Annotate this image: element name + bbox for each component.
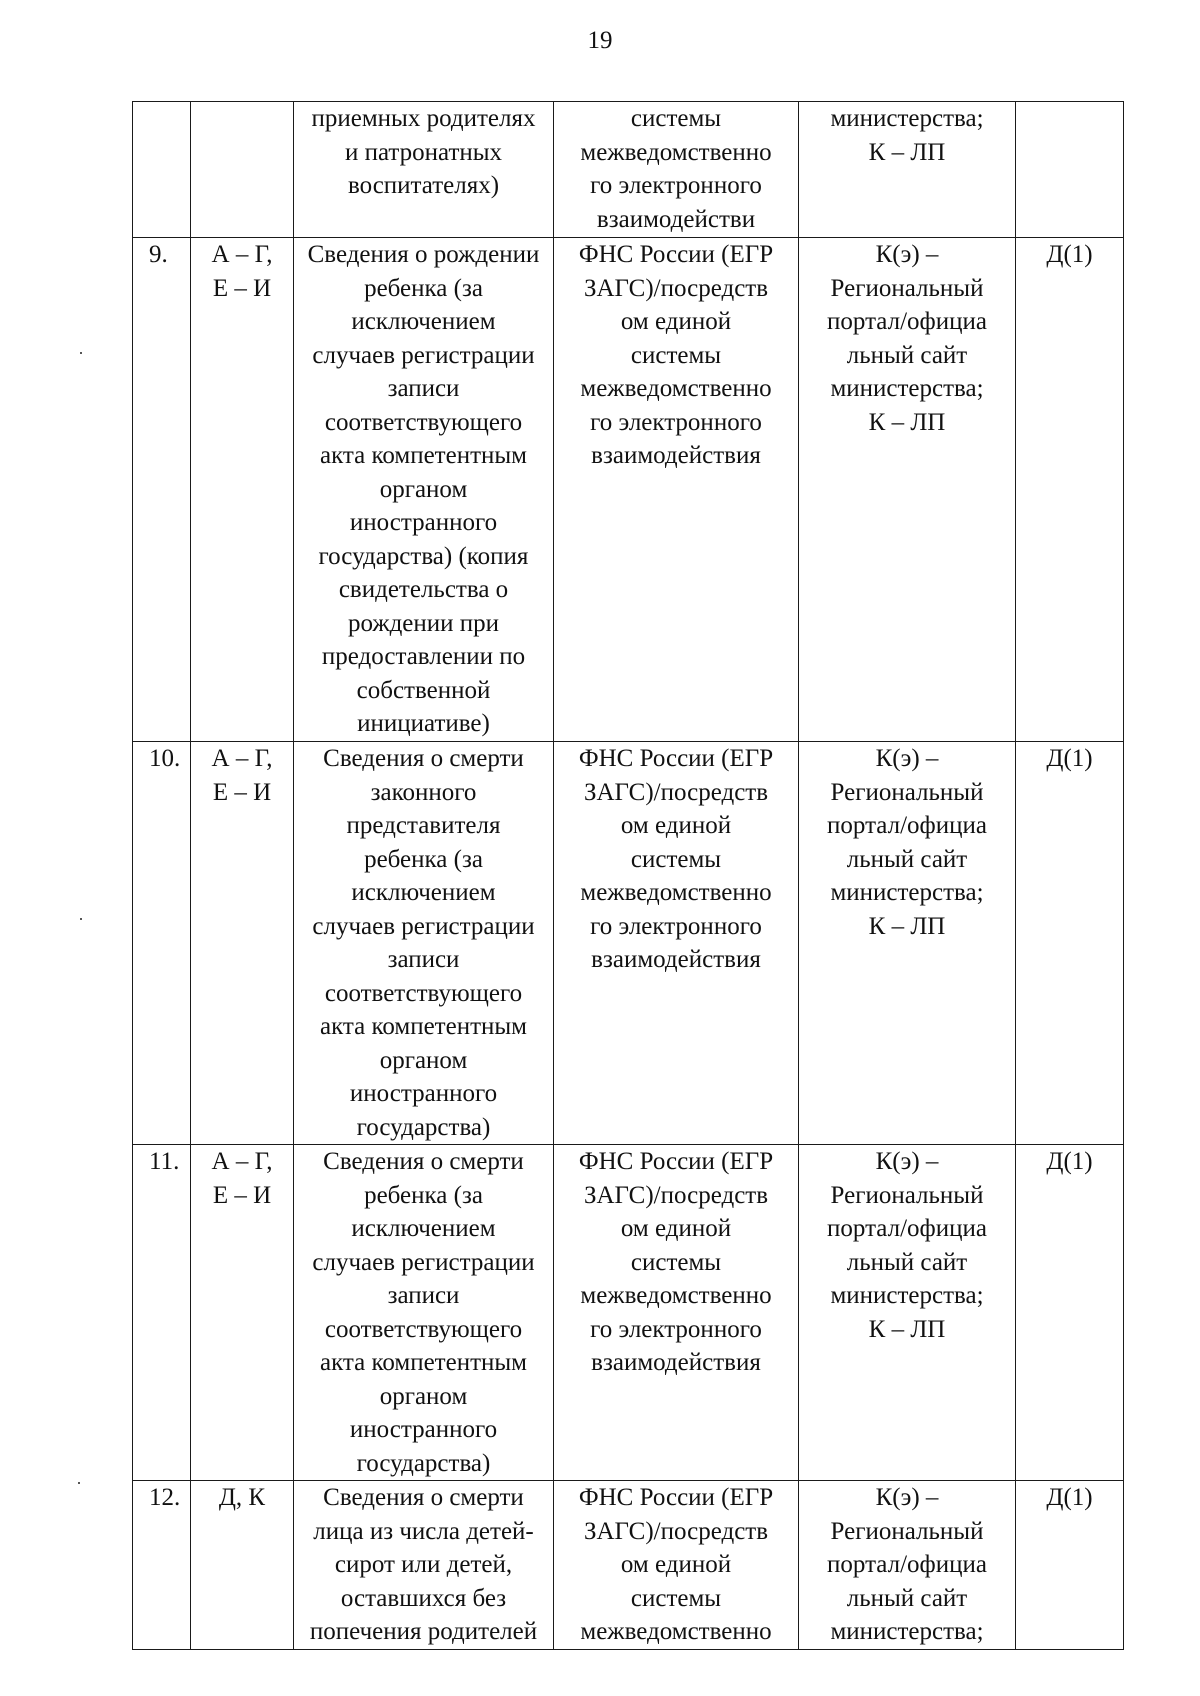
submission-method-cell: К(э) – Региональный портал/официа льный сайт министерства; (799, 1481, 1016, 1650)
table-row (133, 742, 1124, 1145)
document-source-cell: ФНС России (ЕГР ЗАГС)/посредств ом единой системы межведомственно го электронного взаимодействия (554, 1145, 799, 1481)
row-number-cell: 11. (133, 1145, 191, 1481)
scan-speck (80, 918, 82, 920)
document-type-cell: Д(1) (1016, 238, 1124, 742)
table-row (133, 1481, 1124, 1650)
document-info-cell: приемных родителях и патронатных воспитателях) (294, 102, 554, 238)
document-source-cell: ФНС России (ЕГР ЗАГС)/посредств ом единой системы межведомственно го электронного взаимодействия (554, 238, 799, 742)
applicant-codes-cell: А – Г, Е – И (191, 742, 294, 1145)
document-info-cell: Сведения о смерти ребенка (за исключением случаев регистрации записи соответствующего акта компетентным органом иностранного государства) (294, 1145, 554, 1481)
row-number-cell: 9. (133, 238, 191, 742)
applicant-codes-cell: А – Г, Е – И (191, 1145, 294, 1481)
table-row (133, 1145, 1124, 1481)
document-type-cell: Д(1) (1016, 742, 1124, 1145)
scan-speck (78, 1482, 80, 1484)
submission-method-cell: министерства; К – ЛП (799, 102, 1016, 238)
applicant-codes-cell: А – Г, Е – И (191, 238, 294, 742)
submission-method-cell: К(э) – Региональный портал/официа льный сайт министерства; К – ЛП (799, 1145, 1016, 1481)
document-source-cell: системы межведомственно го электронного взаимодействи (554, 102, 799, 238)
page-number: 19 (587, 27, 613, 54)
table-row (133, 238, 1124, 742)
document-info-cell: Сведения о смерти законного представителя ребенка (за исключением случаев регистрации записи соответствующего акта компетентным органом иностранного государства) (294, 742, 554, 1145)
row-number-cell: 12. (133, 1481, 191, 1650)
document-source-cell: ФНС России (ЕГР ЗАГС)/посредств ом единой системы межведомственно го электронного взаимодействия (554, 742, 799, 1145)
document-source-cell: ФНС России (ЕГР ЗАГС)/посредств ом единой системы межведомственно (554, 1481, 799, 1650)
applicant-codes-cell: Д, К (191, 1481, 294, 1650)
document-type-cell: Д(1) (1016, 1481, 1124, 1650)
document-info-cell: Сведения о рождении ребенка (за исключением случаев регистрации записи соответствующего акта компетентным органом иностранного государства) (копия свидетельства о рождении при предоставлении по собственной инициативе) (294, 238, 554, 742)
row-number-cell (133, 102, 191, 238)
document-type-cell (1016, 102, 1124, 238)
documents-table (132, 101, 1124, 1650)
submission-method-cell: К(э) – Региональный портал/официа льный сайт министерства; К – ЛП (799, 238, 1016, 742)
document-type-cell: Д(1) (1016, 1145, 1124, 1481)
applicant-codes-cell (191, 102, 294, 238)
row-number-cell: 10. (133, 742, 191, 1145)
document-info-cell: Сведения о смерти лица из числа детей- сирот или детей, оставшихся без попечения родителей (294, 1481, 554, 1650)
submission-method-cell: К(э) – Региональный портал/официа льный сайт министерства; К – ЛП (799, 742, 1016, 1145)
scan-speck (80, 352, 82, 354)
table-row (133, 102, 1124, 238)
